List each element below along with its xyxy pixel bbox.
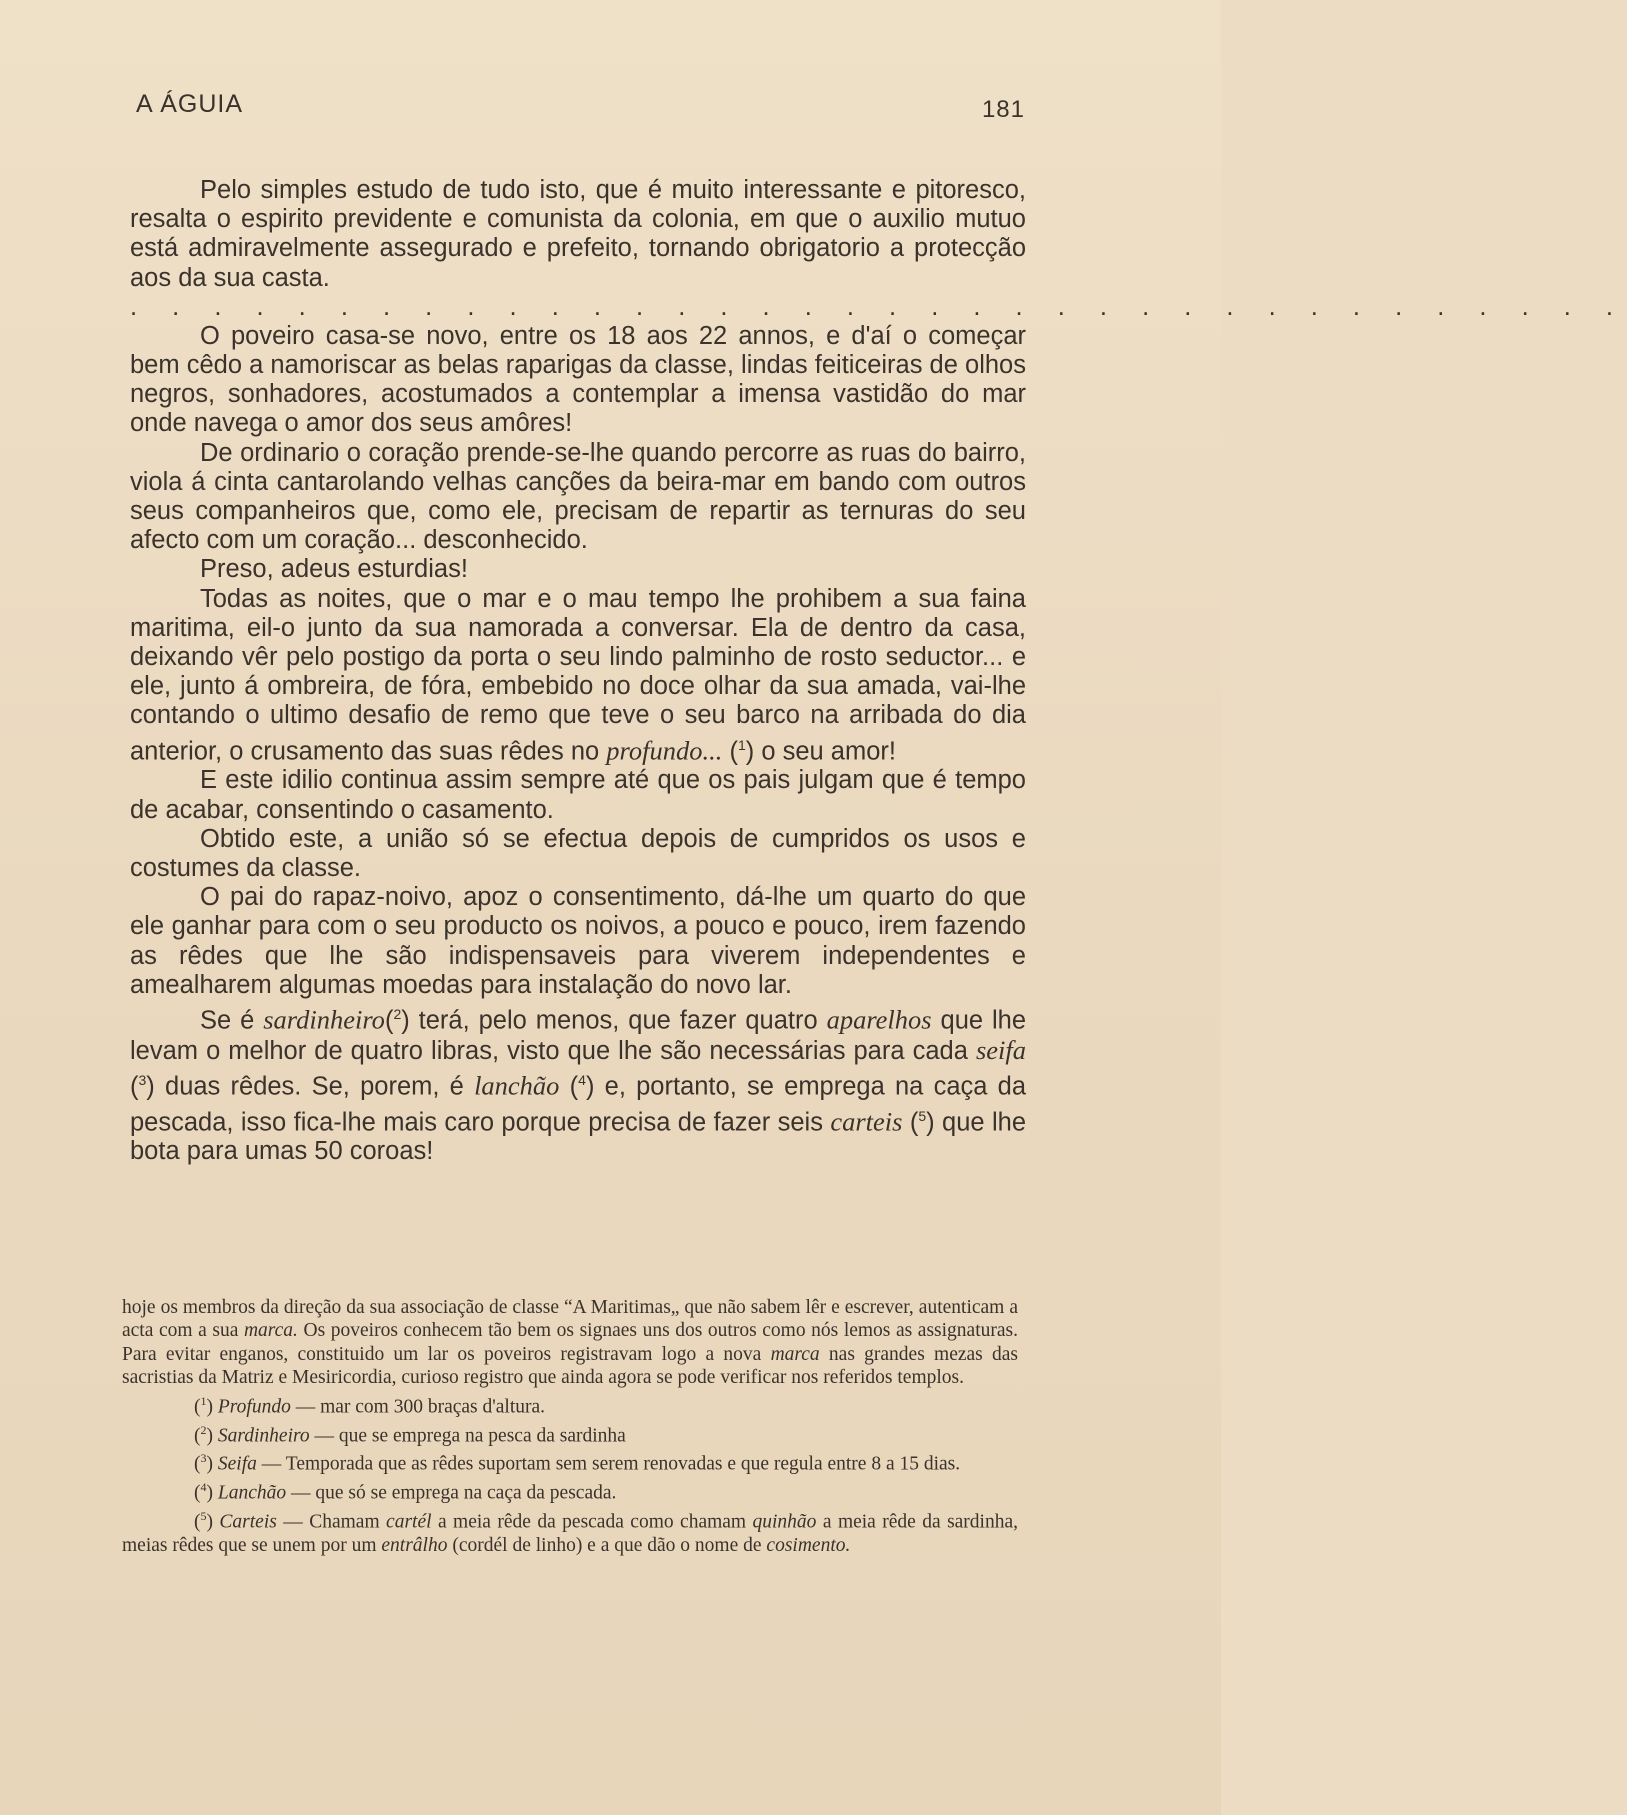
text-run: nas grandes mezas das sacristias da Matriz e Mesiricordia, curioso registro que ainda agora se pode verificar nos referidos templos. [122, 1343, 1018, 1389]
text-run: hoje os membros da direção da sua associação de classe “A Maritimas„ que não sabem lêr e escrever, autenticam a acta com a sua [122, 1297, 1018, 1342]
page-number: 181 [981, 96, 1025, 123]
footnote-number: 1 [200, 1393, 207, 1408]
footnote-text: — Temporada que as rêdes suportam sem serem renovadas e que regula entre 8 a 15 dias. [256, 1453, 961, 1475]
paragraph: De ordinario o coração prende-se-lhe quando percorre as ruas do bairro, viola á cinta cantarolando velhas canções da beira-mar em bando com outros seus companheiros que, como ele, precisam de repartir as ternuras do seu afecto com um coração... desconhecido. [130, 438, 1026, 555]
term-profundo: profundo... [606, 735, 723, 766]
text-run: e, portanto, se emprega na caça da pescada, isso fica-lhe mais caro porque precisa de fazer seis [130, 1072, 1027, 1137]
footnote-number: 5 [200, 1509, 207, 1524]
footnote-text: — mar com 300 braças d'altura. [290, 1396, 546, 1418]
footnote-ref: 4 [578, 1071, 586, 1088]
footnote-term: Seifa [217, 1453, 257, 1475]
paragraph: E este idilio continua assim sempre até que os pais julgam que é tempo de acabar, consentindo o casamento. [130, 766, 1026, 824]
footnote-term: Sardinheiro [217, 1425, 310, 1447]
text-run: que lhe levam o melhor de quatro libras, visto que lhe são necessárias para cada [130, 1006, 1027, 1065]
paragraph: Pelo simples estudo de tudo isto, que é muito interessante e pitoresco, resalta o espirito previdente e comunista da colonia, em que o auxilio mutuo está admiravelmente assegurado e prefeito, tornando obrigatorio a protecção aos da sua casta. [130, 176, 1026, 292]
footnote-number: 4 [200, 1480, 207, 1495]
paragraph: Obtido este, a união só se efectua depois de cumpridos os usos e costumes da classe. [130, 824, 1026, 882]
term-entralho: entrâlho [381, 1535, 448, 1557]
footnote-number: 3 [200, 1451, 207, 1466]
footnote-text: — Chamam [276, 1511, 387, 1533]
footnote-4: ($^4$) Lanchão — que só se emprega na caça da pescada. [194, 1480, 617, 1504]
term-marca: marca. [243, 1320, 298, 1342]
footnote-ref: 3 [138, 1071, 147, 1088]
paragraph: O poveiro casa-se novo, entre os 18 aos 22 annos, e d'aí o começar bem cêdo a namoriscar as belas raparigas da classe, lindas feiticeiras de olhos negros, sonhadores, acostumados a contemplar a imensa vastidão do mar onde navega o amor dos seus amôres! [130, 321, 1026, 438]
term-seifa: seifa [975, 1034, 1026, 1065]
term-marca: marca [770, 1343, 820, 1365]
footnote-text: a meia rêde da sardinha, meias rêdes que se unem por um [122, 1511, 1019, 1557]
paragraph: Todas as noites, que o mar e o mau tempo lhe prohibem a sua faina maritima, eil-o junto da sua namorada a conversar. Ela de dentro da casa, deixando vêr pelo postigo da porta o seu lindo palminho de rosto seductor... e ele, junto á ombreira, de fóra, embebido no doce olhar da sua amada, vai-lhe contando o ultimo desafio de remo que teve o seu barco na arribada do dia anterior, o crusamento das suas rêdes no profundo... ($^1$) o seu amor! [130, 584, 1026, 766]
term-carteis: carteis [830, 1106, 903, 1137]
term-quinhao: quinhão [752, 1511, 817, 1533]
term-lanchao: lanchão [474, 1070, 560, 1101]
footnote-ref: 2 [393, 1005, 402, 1022]
text-run: Todas as noites, que o mar e o mau tempo lhe prohibem a sua faina maritima, eil-o junto da sua namorada a conversar. Ela de dentro da casa, deixando vêr pelo postigo da porta o seu lindo palminho de rosto seductor... e ele, junto á ombreira, de fóra, embebido no doce olhar da sua amada, vai-lhe contando o ultimo desafio de remo que teve o seu barco na arribada do dia anterior, o crusamento das suas rêdes no [130, 584, 1026, 766]
text-run: Se é [200, 1006, 264, 1035]
text-run: que lhe bota para umas 50 coroas! [130, 1108, 1027, 1166]
footnote-1: ($^1$) Profundo — mar com 300 braças d'altura. [194, 1393, 546, 1418]
footnotes [122, 1296, 1018, 1558]
section-separator: . . . . . . . . . . . . . . . . . . . . . . . . . . . . . . . . . . . . [130, 292, 1627, 321]
footnote-text: (cordél de linho) e a que dão o nome de [447, 1535, 767, 1557]
footnote-ref: 5 [918, 1107, 927, 1124]
journal-title: A ÁGUIA [136, 90, 244, 118]
footnote-2: ($^2$) Sardinheiro — que se emprega na pesca da sardinha [194, 1422, 626, 1447]
running-head [136, 90, 1025, 123]
term-sardinheiro: sardinheiro [263, 1004, 385, 1035]
text-run: Os poveiros conhecem tão bem os signaes uns dos outros como nós lemos as assignaturas. Para evitar enganos, constituido um lar os poveiros registravam logo a nova [122, 1320, 1018, 1365]
footnote-3: ($^3$) Seifa — Temporada que as rêdes suportam sem serem renovadas e que regula entre 8 a 15 dias. [194, 1451, 961, 1475]
footnote-text: — que se emprega na pesca da sardinha [309, 1425, 626, 1447]
text-run: terá, pelo menos, que fazer quatro [409, 1006, 827, 1035]
paragraph: O pai do rapaz-noivo, apoz o consentimento, dá-lhe um quarto do que ele ganhar para com o seu producto os noivos, a pouco e pouco, irem fazendo as rêdes que lhe são indispensaveis para viverem independentes e amealharem algumas moedas para instalação do novo lar. [130, 883, 1026, 999]
footnote-number: 2 [200, 1422, 207, 1437]
term-aparelhos: aparelhos [826, 1004, 932, 1035]
footnote-ref: 1 [737, 736, 746, 753]
footnote-term: Lanchão [217, 1482, 287, 1504]
footnote-term: Profundo [217, 1396, 291, 1418]
footnote-text: a meia rêde da pescada como chamam [431, 1511, 753, 1533]
footnote-text: — que só se emprega na caça da pescada. [286, 1482, 617, 1504]
article-body [130, 176, 1627, 1167]
paragraph: Se é sardinheiro($^2$) terá, pelo menos, que fazer quatro aparelhos que lhe levam o melhor de quatro libras, visto que lhe são necessárias para cada seifa ($^3$) duas rêdes. Se, porem, é lanchão ($^4$) e, portanto, se emprega na caça da pescada, isso fica-lhe mais caro porque precisa de fazer seis carteis ($^5$) que lhe bota para umas 50 coroas! [130, 1004, 1027, 1166]
footnote-term: Carteis [219, 1511, 277, 1533]
term-cartel: cartél [386, 1511, 432, 1533]
text-run: duas rêdes. Se, porem, é [154, 1072, 475, 1101]
text-run: o seu amor! [754, 737, 896, 766]
footnote-5: ($^5$) Carteis — Chamam cartél a meia rêde da pescada como chamam quinhão a meia rêde da sardinha, meias rêdes que se unem por um entrâlho (cordél de linho) e a que dão o nome de cosimento. [122, 1509, 1019, 1557]
term-cosimento: cosimento. [766, 1535, 851, 1557]
footnote-continuation [122, 1296, 1018, 1390]
paragraph: Preso, adeus esturdias! [200, 555, 468, 584]
